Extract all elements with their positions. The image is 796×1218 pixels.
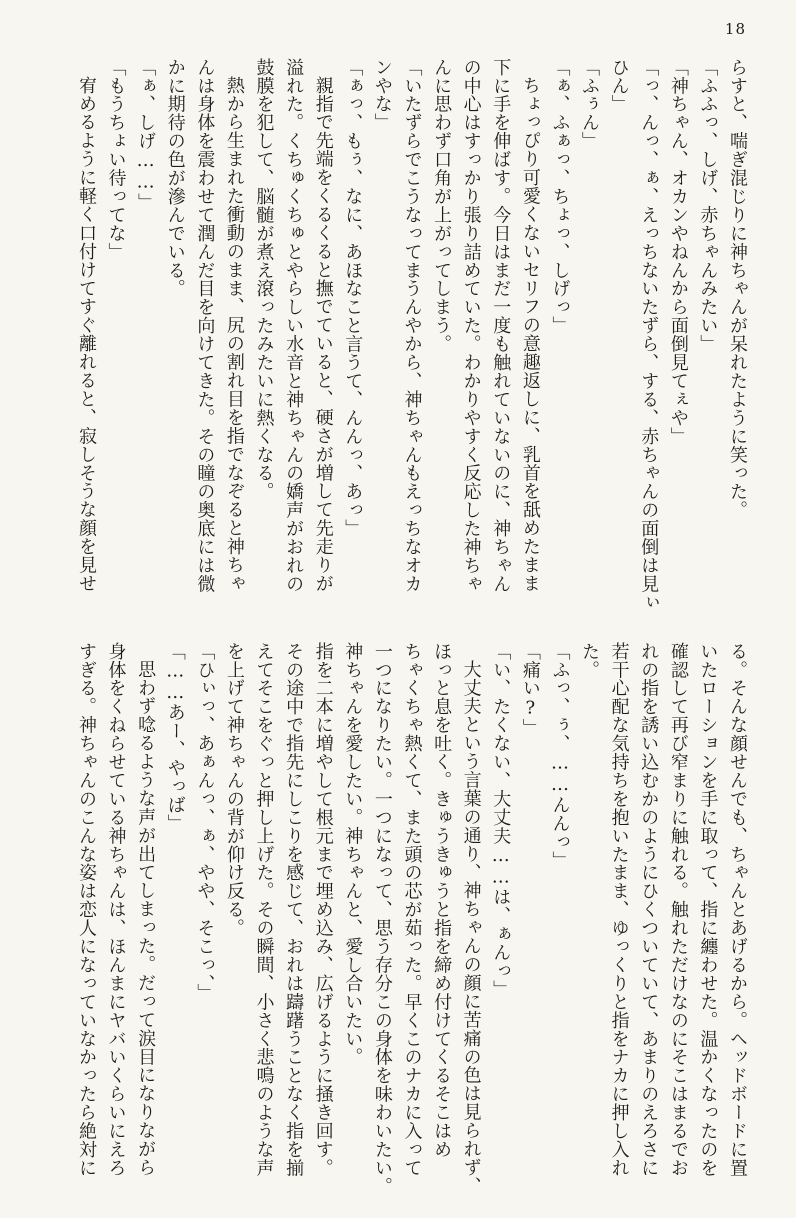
text-column: ほっと息を吐く。きゅうきゅうと指を締め付けてくるそこはめ [431,642,453,1159]
text-column: 身体をくねらせている神ちゃんは、ほんまにヤバいくらいにえろ [105,642,127,1178]
text-column: 「ふふっ、しげ、赤ちゃんみたい」 [697,58,719,354]
text-column: すぎる。神ちゃんのこんな姿は恋人になっていなかったら絶対に [75,642,97,1178]
text-column: る。そんな顔せんでも、ちゃんとあげるから。ヘッドボードに置 [727,642,748,1178]
text-column: 親指で先端をくるくると撫でていると、硬さが増して先走りが [312,76,334,593]
text-column: ひん」 [608,58,630,114]
text-column: 「っ、んっ、ぁ、えっちないたずら、する、赤ちゃんの面倒は見ぃ [638,58,660,612]
text-column: 「もうちょい待ってな」 [105,58,127,261]
text-column: 「神ちゃん、オカンやねんから面倒見てぇや」 [667,58,689,446]
text-column: 溢れた。くちゅくちゅとやらしい水音と神ちゃんの嬌声がおれの [283,58,305,594]
text-column: 熱から生まれた衝動のまま、尻の割れ目を指でなぞると神ちゃ [223,76,245,593]
text-column: 「ぁ、しげ……」 [135,58,157,212]
text-column: らすと、喘ぎ混じりに神ちゃんが呆れたように笑った。 [727,58,748,520]
text-column: 指を二本に増やして根元まで埋め込み、広げるように掻き回す。 [312,642,334,1178]
text-column: 宥めるように軽く口付けてすぐ離れると、寂しそうな顔を見せ [75,76,97,593]
text-column: 思わず唸るような声が出てしまった。だって涙目になりながら [135,660,157,1177]
text-column: 「ふぅん」 [579,58,601,151]
text-column: れの指を誘い込むかのようにひくついていて、あまりのえろさに [638,642,660,1178]
text-column: えてそこをぐっと押し上げた。その瞬間、小さく悲鳴のような声 [253,642,275,1178]
text-block-top [42,58,752,612]
text-column: いたローションを手に取って、指に纏わせた。温かくなったのを [697,642,719,1178]
text-column: 一つになりたい。一つになって、思う存分この身体を味わいたい。 [371,642,393,1196]
text-column: 下に手を伸ばす。今日はまだ一度も触れていないのに、神ちゃん [490,58,512,594]
text-column: 大丈夫という言葉の通り、神ちゃんの顔に苦痛の色は見られず、 [460,660,482,1196]
text-column: その途中で指先にしこりを感じて、おれは躊躇うことなく指を揃 [283,642,305,1178]
text-column: 「い、たくない、大丈夫……は、ぁんっ」 [490,642,512,999]
text-column: 「いたずらでこうなってまうんやから、神ちゃんもえっちなオカ [401,58,423,594]
text-column: 「ふっ、ぅ、……んんっ」 [549,642,571,870]
text-column: 「……あー、やっば」 [164,642,186,833]
text-column: ちょっぴり可愛くないセリフの意趣返しに、乳首を舐めたまま [519,76,541,593]
text-column: た。 [579,642,601,679]
text-column: 「痛い?」 [519,642,541,738]
text-block-bottom [42,642,752,1196]
text-column: 神ちゃんを愛したい。神ちゃんと、愛し合いたい。 [342,642,364,1067]
text-column: んに思わず口角が上がってしまう。 [431,58,453,354]
text-column: 鼓膜を犯して、脳髄が煮え滾ったみたいに熱くなる。 [253,58,275,501]
page-number: 18 [724,20,746,38]
text-column: ちゃくちゃ熱くて、また頭の芯が茹った。早くこのナカに入って [401,642,423,1178]
text-column: ンやな」 [371,58,393,132]
text-column: 確認して再び窄まりに触れる。触れただけなのにそこはまるでお [667,642,689,1178]
text-column: を上げて神ちゃんの背が仰け反る。 [223,642,245,938]
text-column: かに期待の色が滲んでいる。 [164,58,186,298]
text-column: 「ぁっ、もぅ、なに、あほなこと言うて、んんっ、あっ」 [342,58,364,538]
text-column: んは身体を震わせて潤んだ目を向けてきた。その瞳の奥底には微 [194,58,216,594]
text-column: 若干心配な気持ちを抱いたまま、ゆっくりと指をナカに押し入れ [608,642,630,1178]
text-column: 「ひぃっ、あぁんっ、ぁ、やや、そこっ、」 [194,642,216,1002]
text-column: 「ぁ、ふぁっ、ちょっ、しげっ」 [549,58,571,335]
text-column: の中心はすっかり張り詰めていた。わかりやすく反応した神ちゃ [460,58,482,594]
